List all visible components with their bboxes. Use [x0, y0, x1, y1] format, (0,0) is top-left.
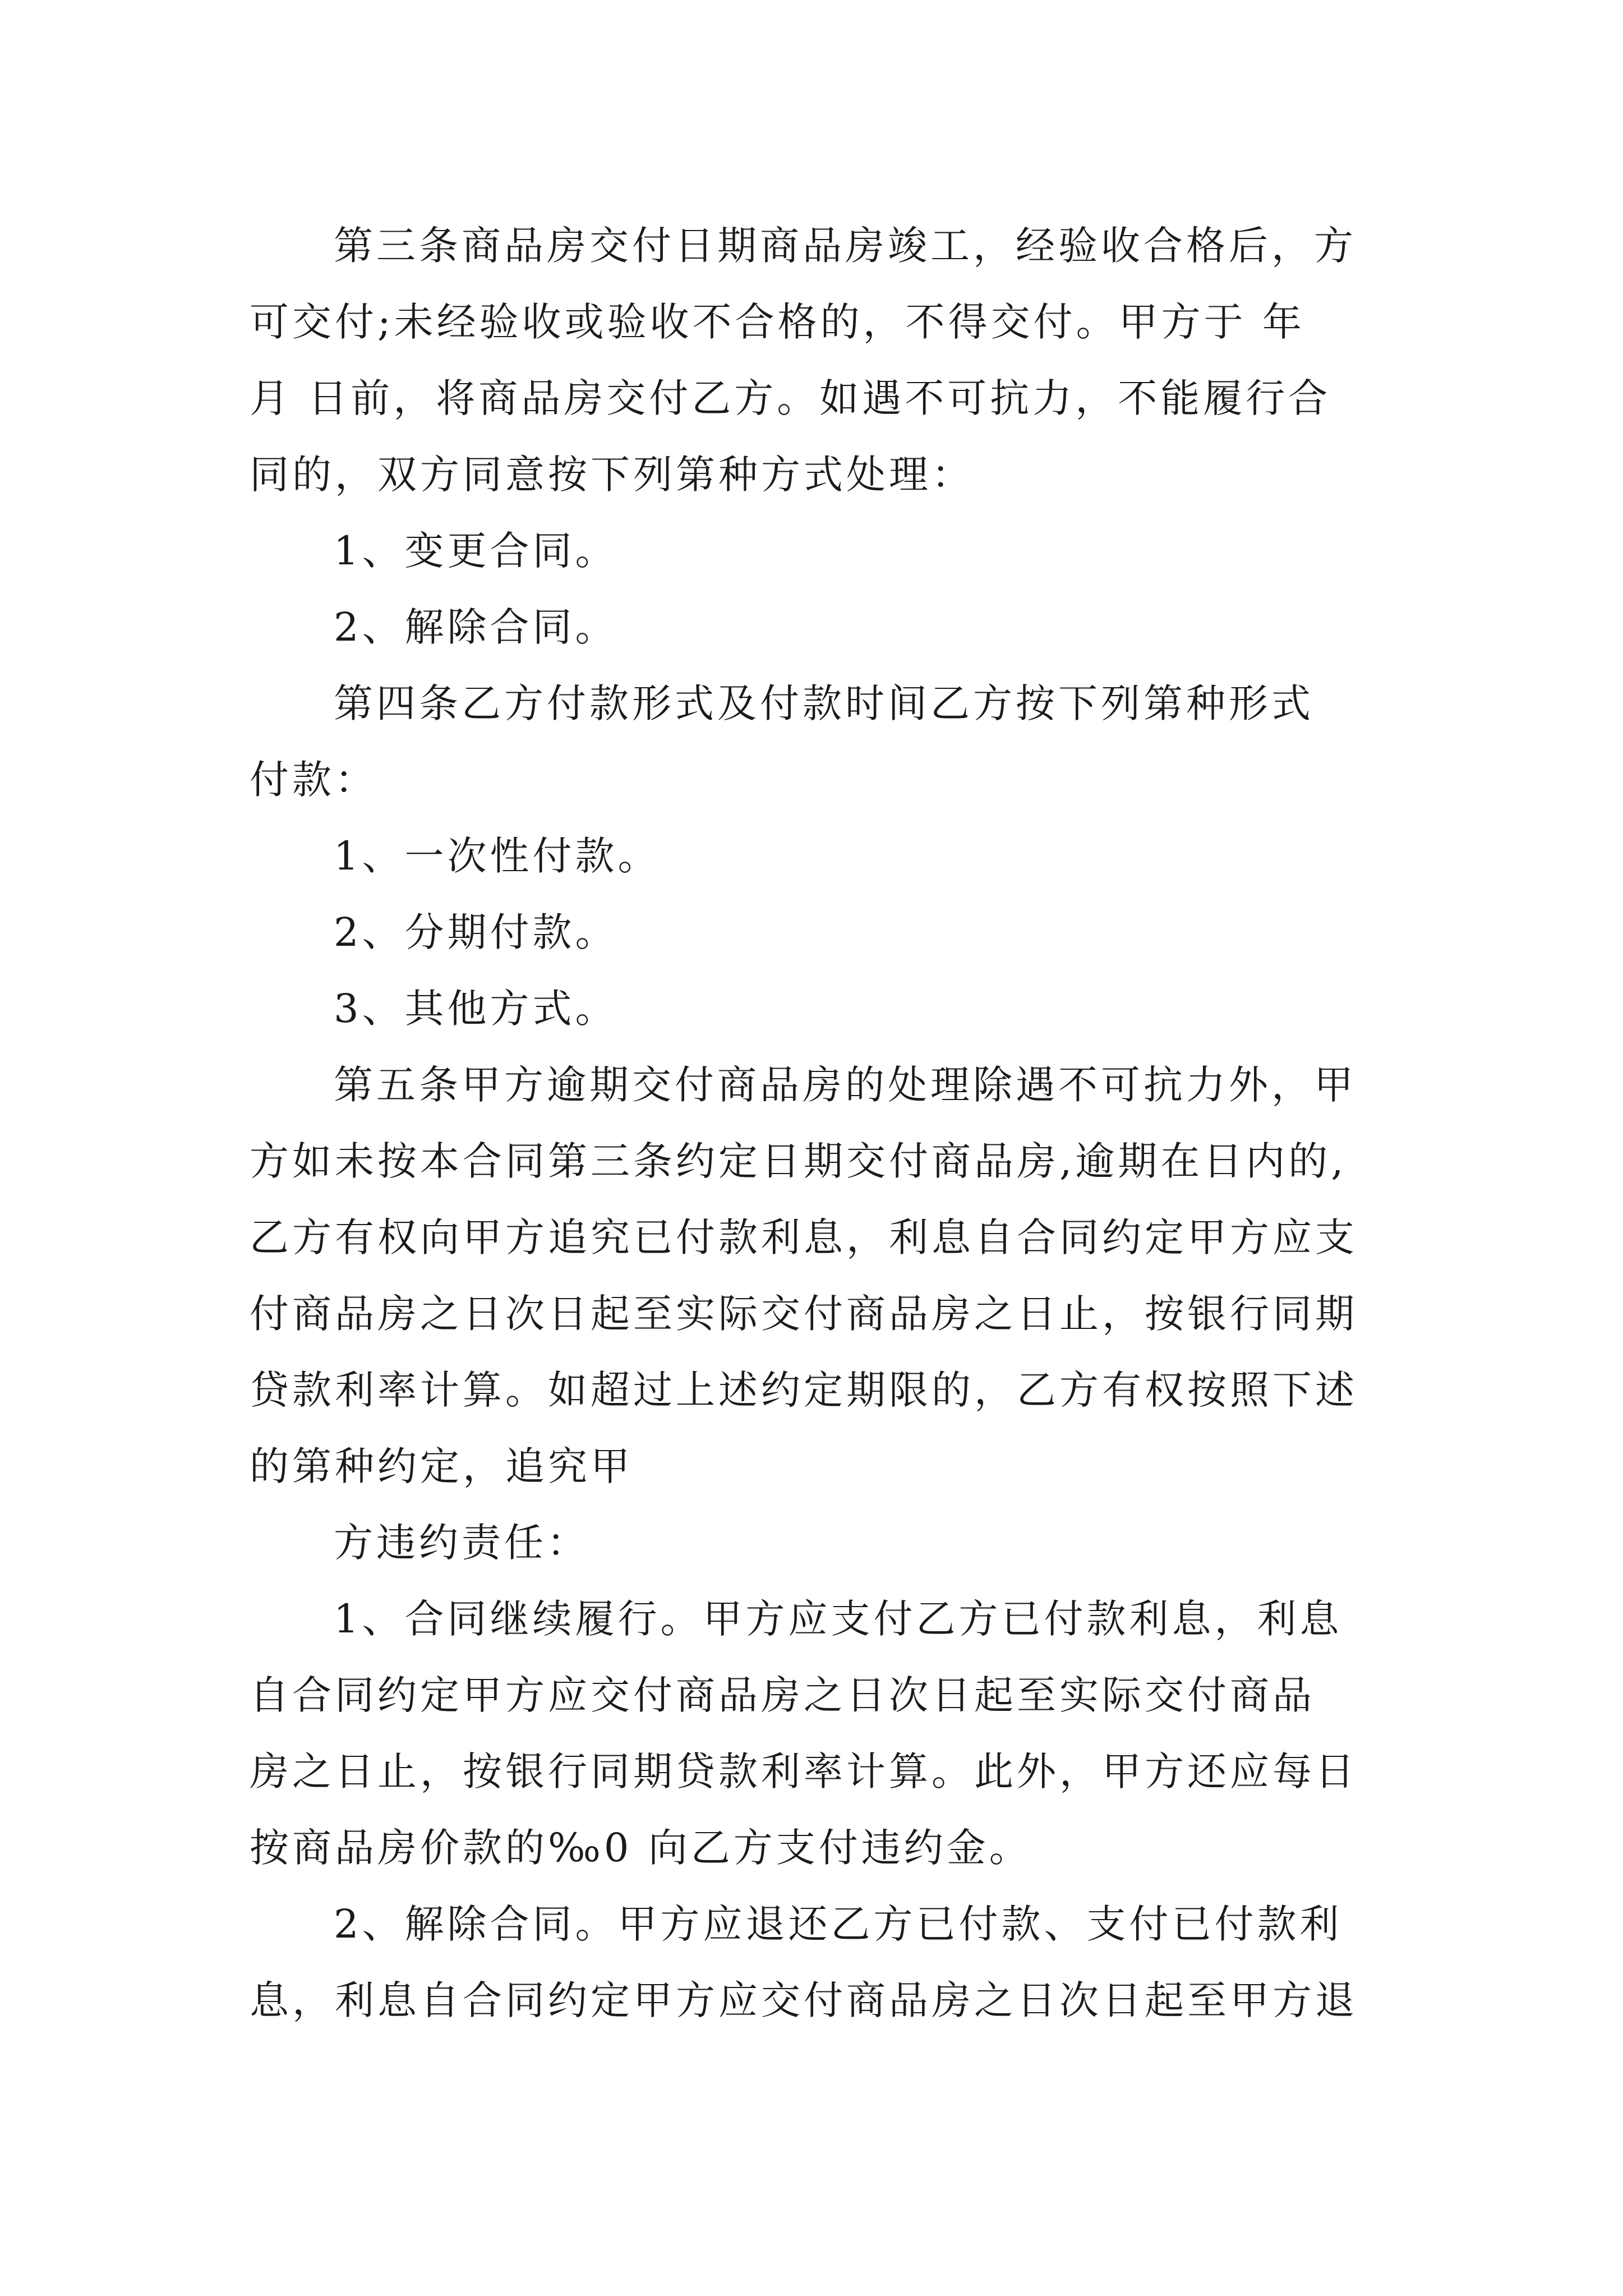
list-item: 1、合同继续履行。甲方应支付乙方已付款利息，利息	[334, 1596, 1343, 1642]
list-item: 1、一次性付款。	[334, 833, 661, 879]
document-body	[250, 208, 1377, 2039]
paragraph-line: 第五条甲方逾期交付商品房的处理除遇不可抗力外，甲	[334, 1062, 1357, 1108]
paragraph-line: 第四条乙方付款形式及付款时间乙方按下列第种形式	[334, 680, 1314, 726]
paragraph-line: 的第种约定，追究甲	[250, 1443, 633, 1489]
paragraph-line: 乙方有权向甲方追究已付款利息，利息自合同约定甲方应支	[250, 1214, 1358, 1260]
paragraph-line: 第三条商品房交付日期商品房竣工，经验收合格后，方	[334, 223, 1357, 269]
list-item: 1、变更合同。	[334, 528, 618, 574]
paragraph-line: 息，利息自合同约定甲方应交付商品房之日次日起至甲方退	[250, 1977, 1358, 2023]
paragraph-line: 可交付;未经验收或验收不合格的，不得交付。甲方于 年	[250, 299, 1305, 345]
paragraph-line: 房之日止，按银行同期贷款利率计算。此外，甲方还应每日	[250, 1749, 1358, 1795]
paragraph-line: 付款：	[250, 757, 377, 803]
paragraph-line: 贷款利率计算。如超过上述约定期限的，乙方有权按照下述	[250, 1367, 1358, 1413]
paragraph-line: 付商品房之日次日起至实际交付商品房之日止，按银行同期	[250, 1291, 1358, 1337]
list-item: 2、解除合同。甲方应退还乙方已付款、支付已付款利	[334, 1901, 1343, 1947]
list-item: 3、其他方式。	[334, 986, 618, 1032]
paragraph-line: 自合同约定甲方应交付商品房之日次日起至实际交付商品	[250, 1672, 1315, 1718]
list-item: 2、解除合同。	[334, 604, 618, 650]
paragraph-line: 方如未按本合同第三条约定日期交付商品房,逾期在日内的,	[250, 1138, 1347, 1184]
list-item: 2、分期付款。	[334, 909, 618, 955]
paragraph-line: 月 日前，将商品房交付乙方。如遇不可抗力，不能履行合	[250, 375, 1331, 421]
paragraph-line: 同的，双方同意按下列第种方式处理：	[250, 452, 974, 498]
paragraph-line: 方违约责任：	[334, 1520, 589, 1566]
paragraph-line: 按商品房价款的‰0 向乙方支付违约金。	[250, 1825, 1032, 1871]
